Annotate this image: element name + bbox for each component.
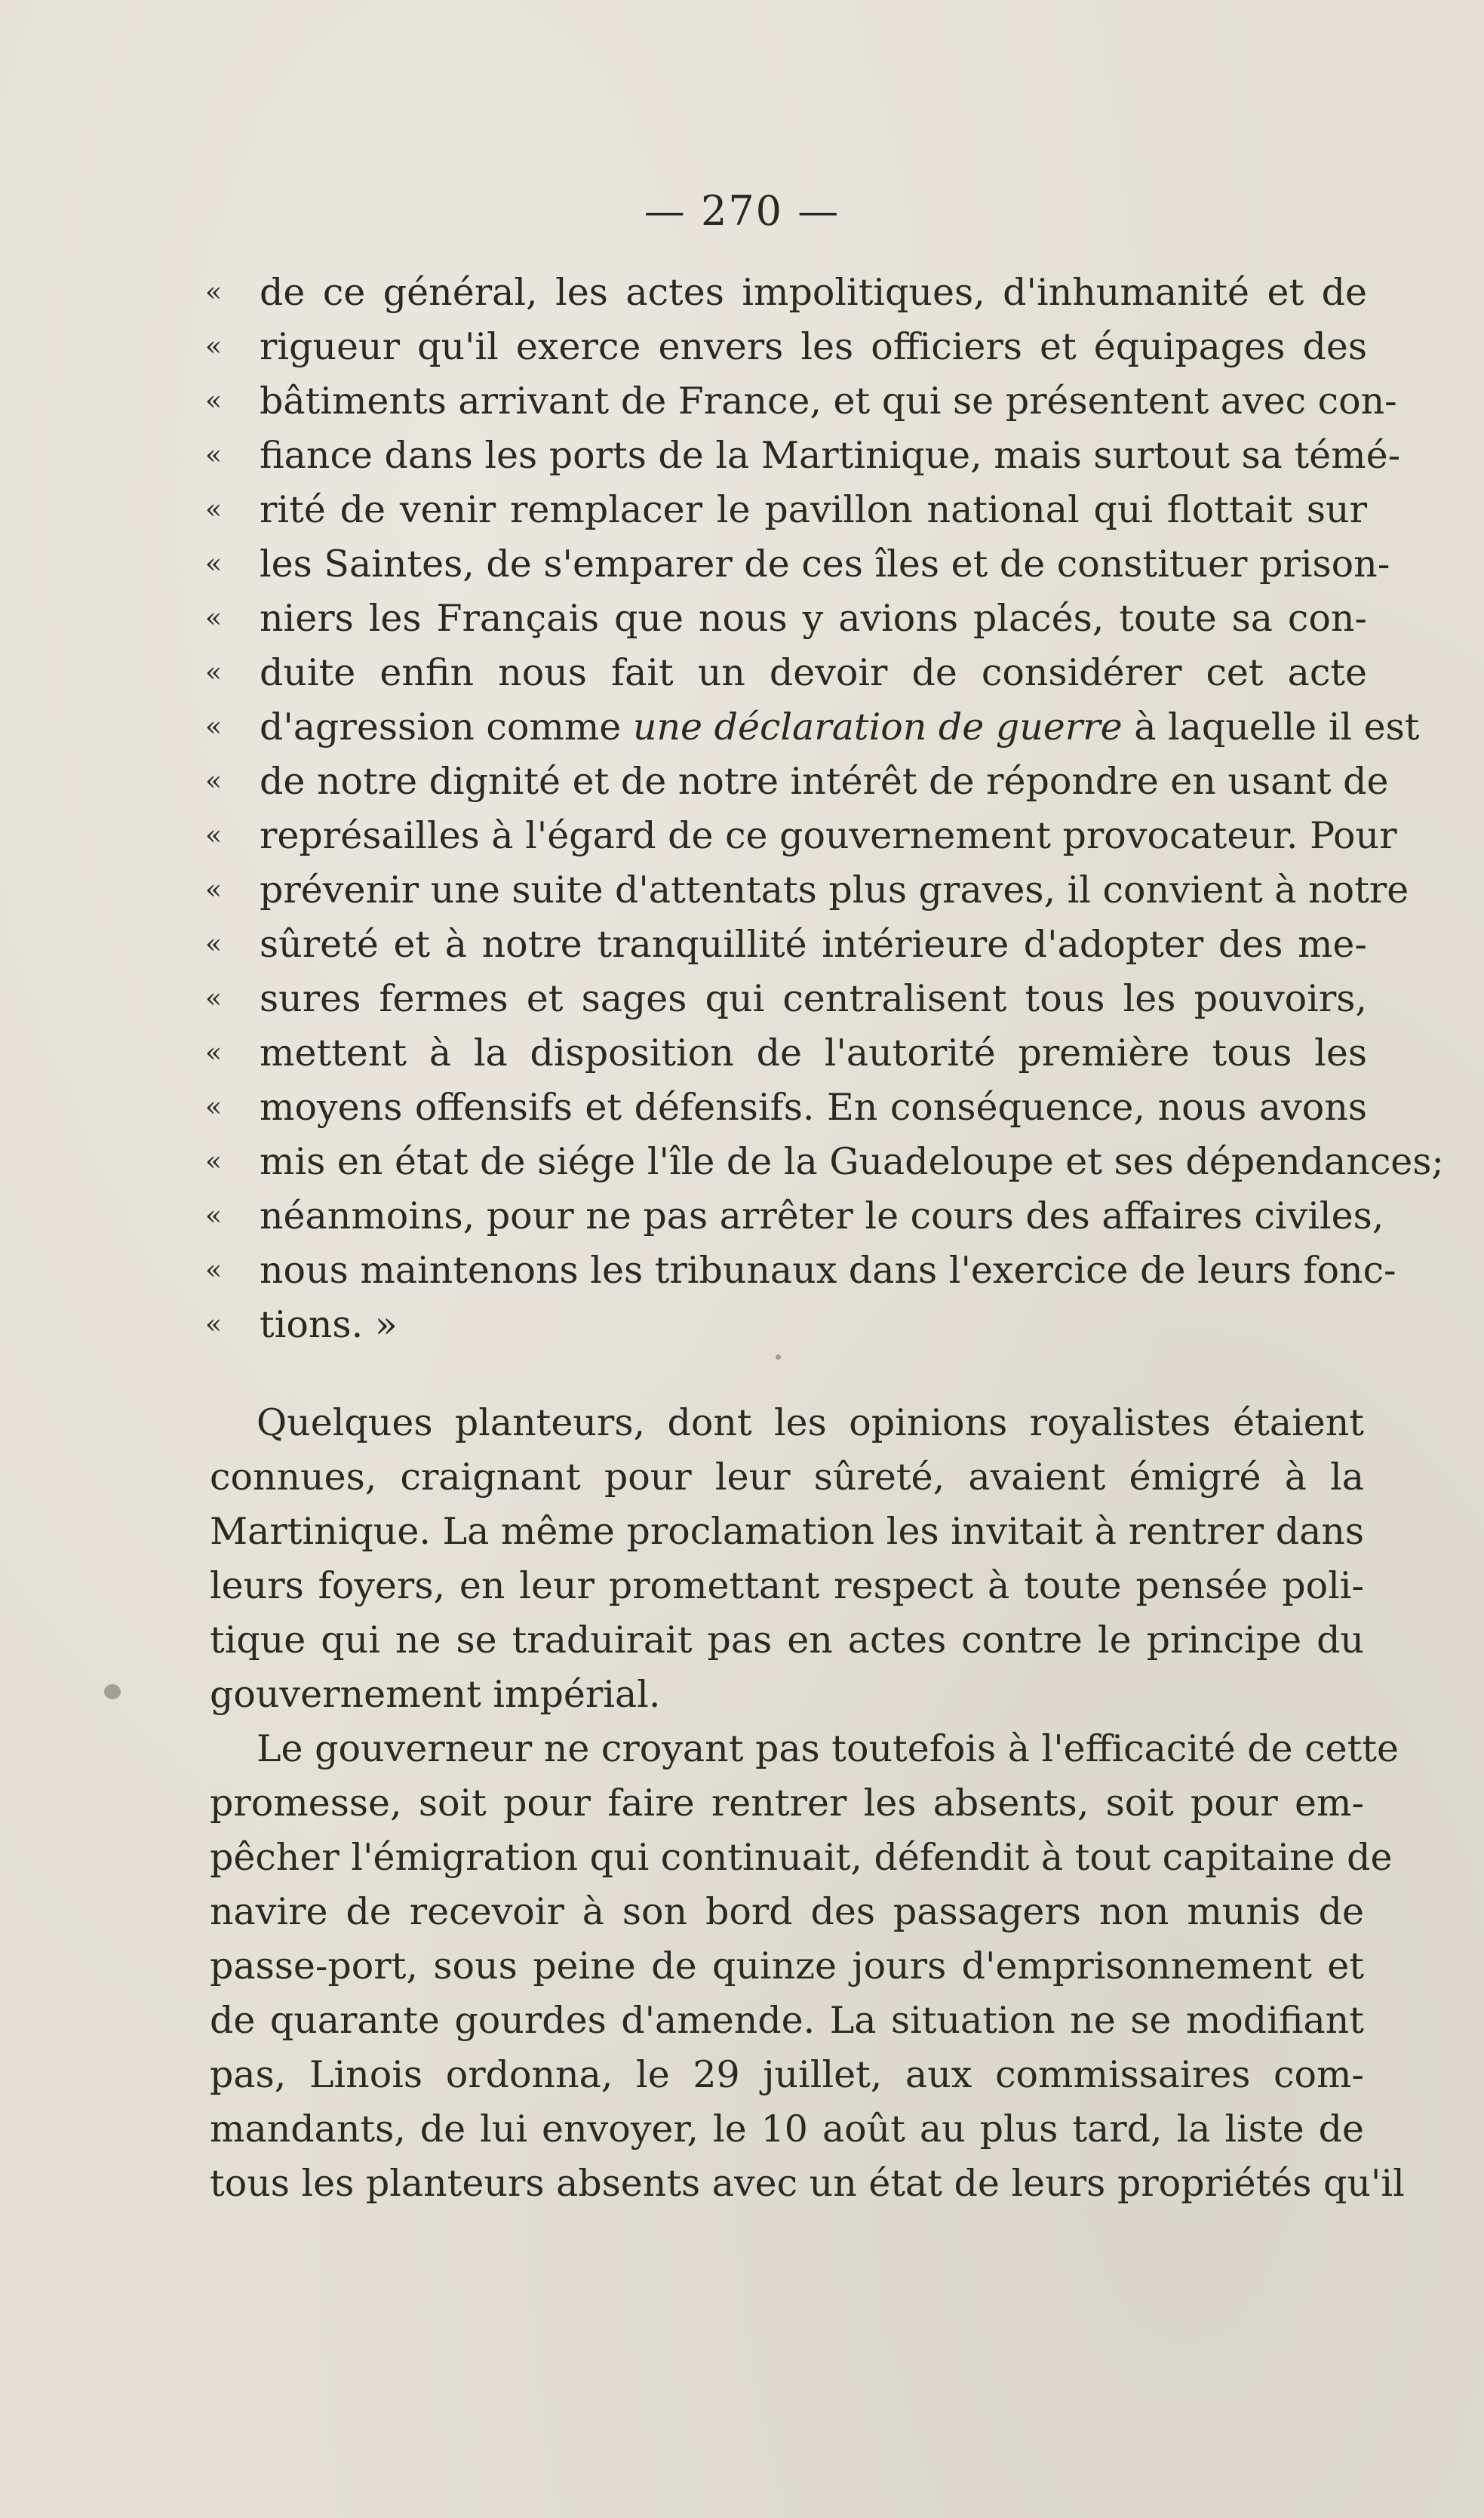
- quote-mark: «: [205, 983, 223, 1014]
- quote-mark: «: [205, 331, 223, 362]
- text-line: Quelques planteurs, dont les opinions royalistes étaient: [257, 1401, 1364, 1444]
- text-line: tique qui ne se traduirait pas en actes contre le principe du: [210, 1619, 1364, 1662]
- text-line: pêcher l'émigration qui continuait, défendit à tout capitaine de: [210, 1836, 1393, 1879]
- quote-text-before: d'agression comme: [260, 706, 633, 749]
- quote-line-text: prévenir une suite d'attentats plus graves, il convient à notre: [260, 869, 1409, 912]
- quote-mark: «: [205, 1255, 223, 1286]
- quote-line-text: représailles à l'égard de ce gouvernement provocateur. Pour: [260, 814, 1397, 857]
- quote-mark: «: [205, 1201, 223, 1231]
- quote-line-text: moyens offensifs et défensifs. En conséquence, nous avons: [260, 1086, 1367, 1129]
- quote-mark: «: [205, 1146, 223, 1177]
- quote-mark: «: [205, 494, 223, 525]
- paragraph: [210, 1722, 1405, 2211]
- quote-line-text: de ce général, les actes impolitiques, d'inhumanité et de: [260, 271, 1367, 314]
- quote-line: [205, 809, 1397, 863]
- quote-line-text: les Saintes, de s'emparer de ces îles et de constituer prison-: [260, 543, 1390, 586]
- quote-mark: «: [205, 1309, 223, 1340]
- text-line: connues, craignant pour leur sûreté, avaient émigré à la: [210, 1456, 1364, 1499]
- text-line: Le gouverneur ne croyant pas toutefois à l'efficacité de cette: [257, 1727, 1399, 1770]
- quote-line: [205, 646, 1367, 700]
- quote-text-after: à laquelle il est: [1122, 706, 1420, 749]
- quote-mark: «: [205, 820, 223, 851]
- text-line: leurs foyers, en leur promettant respect à toute pensée poli-: [210, 1564, 1364, 1607]
- text-line: navire de recevoir à son bord des passagers non munis de: [210, 1890, 1364, 1933]
- ink-spot: [104, 1684, 121, 1699]
- quote-line: [205, 592, 1367, 646]
- quote-mark: «: [205, 929, 223, 960]
- quote-mark: «: [205, 603, 223, 634]
- italic-phrase: une déclaration de guerre: [632, 706, 1123, 749]
- quote-line-text: duite enfin nous fait un devoir de considérer cet acte: [260, 651, 1367, 694]
- quote-mark: «: [205, 1092, 223, 1123]
- quote-line-text: tions. »: [260, 1303, 398, 1346]
- quote-mark: «: [205, 386, 223, 417]
- quote-line: [205, 483, 1367, 537]
- quote-line: [205, 320, 1367, 374]
- quote-line-text: [260, 700, 1420, 755]
- text-line: pas, Linois ordonna, le 29 juillet, aux commissaires com-: [210, 2053, 1364, 2096]
- page-number: — 270 —: [644, 187, 840, 235]
- quote-line: [205, 1244, 1396, 1298]
- quote-mark: «: [205, 766, 223, 797]
- ink-spot: [776, 1354, 781, 1360]
- quote-line: [205, 755, 1389, 809]
- quote-line-text: fiance dans les ports de la Martinique, mais surtout sa témé-: [260, 434, 1401, 477]
- quote-line: [205, 863, 1409, 918]
- quote-line: [205, 972, 1367, 1026]
- quote-mark: «: [205, 1038, 223, 1068]
- quote-line-text: bâtiments arrivant de France, et qui se présentent avec con-: [260, 380, 1397, 423]
- quote-mark: «: [205, 549, 223, 580]
- quote-mark: «: [205, 875, 223, 905]
- quote-line-text: rigueur qu'il exerce envers les officiers et équipages des: [260, 325, 1367, 368]
- quote-line: [205, 1026, 1367, 1081]
- quote-line: [205, 429, 1401, 483]
- quote-line-text: sures fermes et sages qui centralisent tous les pouvoirs,: [260, 977, 1367, 1020]
- quote-line-text: mis en état de siége l'île de la Guadeloupe et ses dépendances;: [260, 1140, 1444, 1183]
- quote-line-text: néanmoins, pour ne pas arrêter le cours des affaires civiles,: [260, 1194, 1384, 1237]
- quote-line-text: mettent à la disposition de l'autorité première tous les: [260, 1031, 1367, 1075]
- text-line: Martinique. La même proclamation les invitait à rentrer dans: [210, 1510, 1364, 1553]
- quote-line: [205, 1081, 1367, 1135]
- text-line: gouvernement impérial.: [210, 1673, 661, 1716]
- text-line: mandants, de lui envoyer, le 10 août au plus tard, la liste de: [210, 2108, 1364, 2151]
- quote-line: [205, 374, 1397, 429]
- quote-mark: «: [205, 277, 223, 308]
- text-line: tous les planteurs absents avec un état de leurs propriétés qu'il: [210, 2162, 1405, 2205]
- text-line: promesse, soit pour faire rentrer les absents, soit pour em-: [210, 1782, 1364, 1825]
- quote-line: [205, 1298, 1367, 1352]
- quote-line: [205, 1189, 1384, 1244]
- quote-line: [205, 266, 1367, 320]
- quote-line: [205, 1135, 1444, 1189]
- text-line: passe-port, sous peine de quinze jours d'emprisonnement et: [210, 1945, 1364, 1988]
- proclamation-quote: [205, 266, 1444, 1352]
- quote-mark: «: [205, 440, 223, 471]
- quote-line-text: rité de venir remplacer le pavillon national qui flottait sur: [260, 488, 1367, 531]
- quote-mark: «: [205, 657, 223, 688]
- quote-mark: «: [205, 712, 223, 742]
- quote-line-text: de notre dignité et de notre intérêt de répondre en usant de: [260, 760, 1389, 803]
- text-line: de quarante gourdes d'amende. La situation ne se modifiant: [210, 1999, 1364, 2042]
- body-text: [210, 1396, 1405, 2211]
- quote-line: [205, 700, 1420, 755]
- quote-line-text: sûreté et à notre tranquillité intérieure d'adopter des me-: [260, 923, 1367, 966]
- paragraph: [210, 1396, 1364, 1722]
- quote-line: [205, 918, 1367, 972]
- quote-line-text: niers les Français que nous y avions placés, toute sa con-: [260, 597, 1367, 640]
- quote-line: [205, 537, 1390, 592]
- quote-line-text: nous maintenons les tribunaux dans l'exercice de leurs fonc-: [260, 1249, 1396, 1292]
